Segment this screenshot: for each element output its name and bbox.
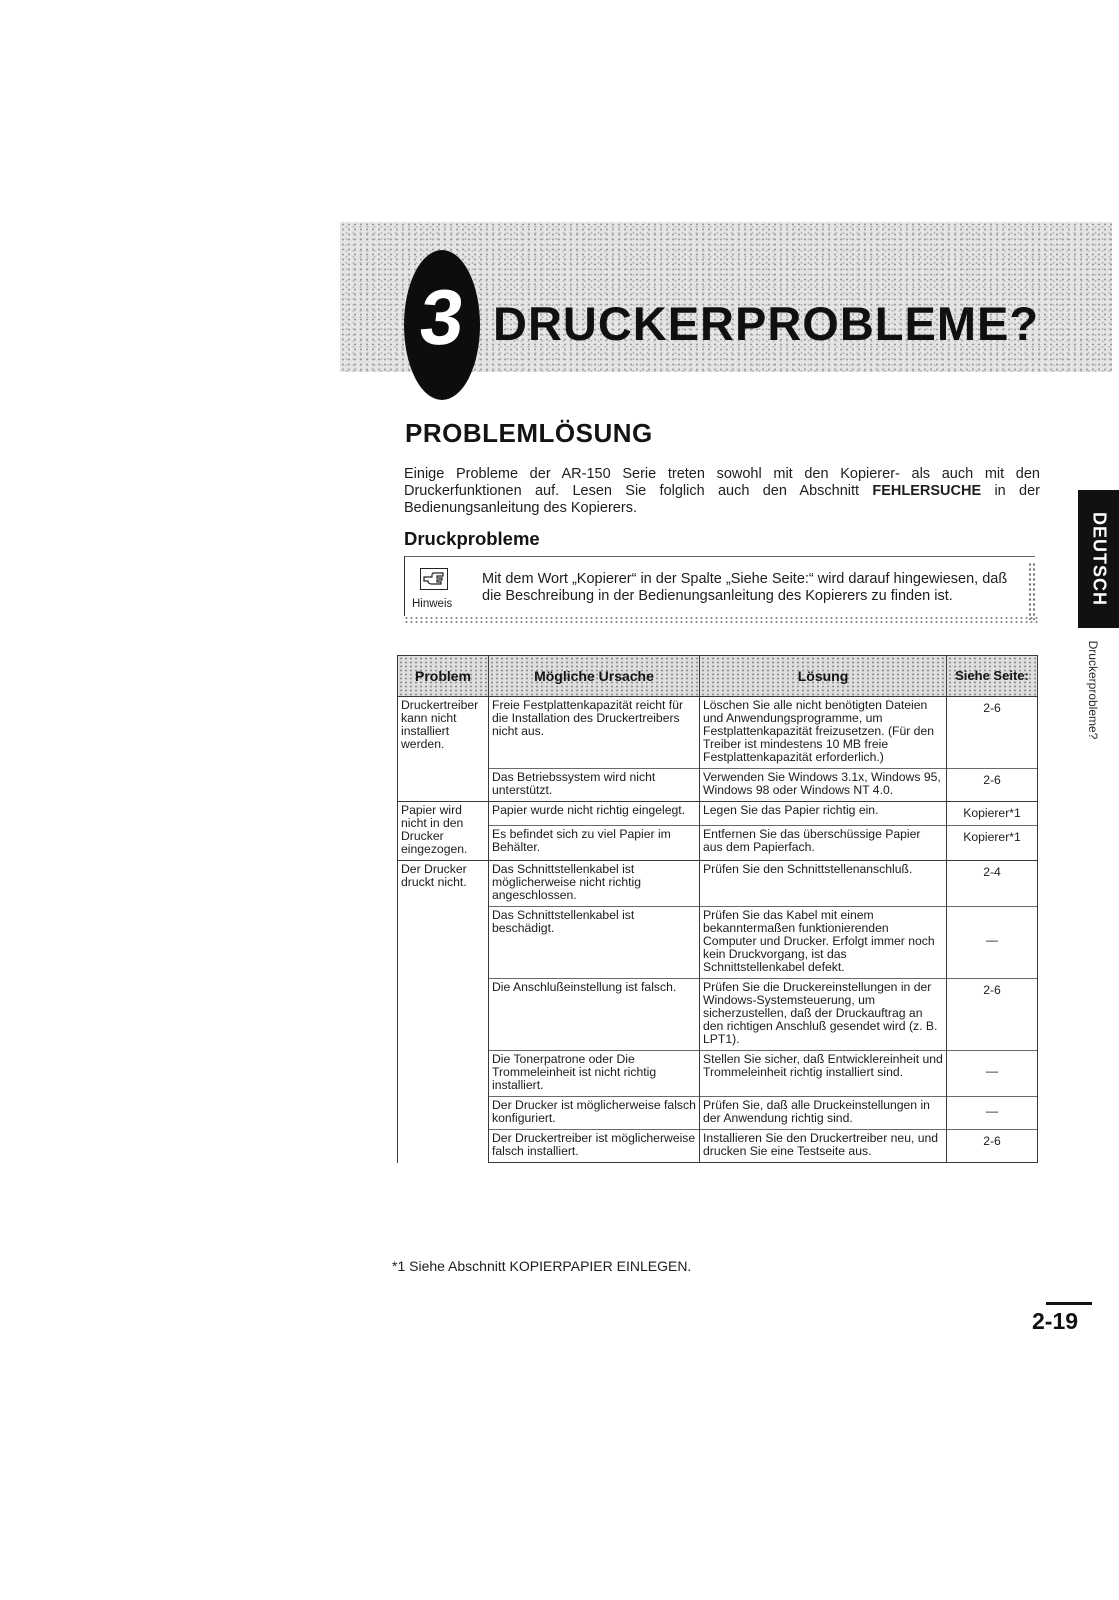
chapter-title: DRUCKERPROBLEME? [493,297,1040,350]
cause-cell: Das Schnittstellenkabel ist beschädigt. [489,907,700,979]
solution-cell: Prüfen Sie das Kabel mit einem bekanntermaßen funktionierenden Computer und Drucker. Erfolgt immer noch kein Druckvorgang, ist das Schnittstellenkabel defekt. [700,907,947,979]
solution-cell: Entfernen Sie das überschüssige Papier aus dem Papierfach. [700,826,947,861]
page-number: 2-19 [1032,1308,1079,1334]
cause-cell: Das Schnittstellenkabel ist möglicherweise nicht richtig angeschlossen. [489,861,700,907]
solution-cell: Prüfen Sie den Schnittstellenanschluß. [700,861,947,907]
section-subheading: Druckprobleme [404,528,540,549]
cause-cell: Die Tonerpatrone oder Die Trommeleinheit ist nicht richtig installiert. [489,1051,700,1097]
cause-cell: Der Druckertreiber ist möglicherweise falsch installiert. [489,1130,700,1163]
solution-cell: Prüfen Sie, daß alle Druckeinstellungen in der Anwendung richtig sind. [700,1097,947,1130]
table-header-row [398,656,1038,697]
hint-hand-icon [420,568,448,590]
problem-cell: Papier wird nicht in den Drucker eingezogen. [398,802,489,861]
page-title: PROBLEMLÖSUNG [405,418,653,448]
page-cell: — [947,907,1038,979]
intro-bold-term: FEHLERSUCHE [872,483,982,499]
header-cause: Mögliche Ursache [489,656,700,697]
solution-cell: Prüfen Sie die Druckereinstellungen in der Windows-Systemsteuerung, um sicherzustellen, daß der Druckauftrag an den richtigen Anschluß gesendet wird (z. B. LPT1). [700,979,947,1051]
footnote: *1 Siehe Abschnitt KOPIERPAPIER EINLEGEN. [392,1258,692,1274]
page-cell: — [947,1097,1038,1130]
header-page: Siehe Seite: [947,656,1038,697]
language-tab-label: DEUTSCH [1089,511,1110,607]
table-body [398,697,1038,1163]
note-shadow-right [1028,562,1036,620]
note-text: Mit dem Wort „Kopierer“ in der Spalte „Siehe Seite:“ wird darauf hingewiesen, daß die Beschreibung in der Bedienungsanleitung des Kopierers zu finden ist. [482,571,1008,604]
table-row [398,802,1038,826]
intro-paragraph [404,466,1040,517]
page-cell: 2-6 [947,1130,1038,1163]
hint-label: Hinweis [412,598,453,610]
page-cell: 2-4 [947,861,1038,907]
table-row [398,826,1038,861]
page-cell: Kopierer*1 [947,802,1038,826]
header-solution: Lösung [700,656,947,697]
cause-cell: Freie Festplattenkapazität reicht für die Installation des Druckertreibers nicht aus. [489,697,700,769]
table-row [398,697,1038,769]
table-row [398,1130,1038,1163]
problem-cell: Druckertreiber kann nicht installiert werden. [398,697,489,802]
intro-text-before: Einige Probleme der AR-150 Serie treten sowohl mit den Kopierer- als auch mit den Druckerfunktionen auf. Lesen Sie folglich auch den Abschnitt [404,466,1040,499]
page-cell: 2-6 [947,769,1038,802]
table-row [398,861,1038,907]
cause-cell: Der Drucker ist möglicherweise falsch konfiguriert. [489,1097,700,1130]
page-cell: 2-6 [947,697,1038,769]
page-cell: — [947,1051,1038,1097]
solution-cell: Stellen Sie sicher, daß Entwicklereinheit und Trommeleinheit richtig installiert sind. [700,1051,947,1097]
solution-cell: Installieren Sie den Druckertreiber neu, und drucken Sie eine Testseite aus. [700,1130,947,1163]
table-row [398,979,1038,1051]
solution-cell: Verwenden Sie Windows 3.1x, Windows 95, Windows 98 oder Windows NT 4.0. [700,769,947,802]
note-shadow-bottom [404,616,1038,624]
troubleshooting-table [397,655,1038,1163]
intro-text-after: in der Bedienungsanleitung des Kopierers. [404,483,1040,516]
chapter-number: 3 [415,273,469,361]
problem-cell: Der Drucker druckt nicht. [398,861,489,1163]
table-row [398,907,1038,979]
cause-cell: Es befindet sich zu viel Papier im Behälter. [489,826,700,861]
table-row [398,1051,1038,1097]
page-cell: Kopierer*1 [947,826,1038,861]
page-number-rule [1046,1302,1092,1305]
table-row [398,1097,1038,1130]
page-cell: 2-6 [947,979,1038,1051]
cause-cell: Das Betriebssystem wird nicht unterstützt. [489,769,700,802]
table-row [398,769,1038,802]
solution-cell: Legen Sie das Papier richtig ein. [700,802,947,826]
solution-cell: Löschen Sie alle nicht benötigten Dateien und Anwendungsprogramme, um Festplattenkapazität freizusetzen. (Für den Treiber ist mindestens 10 MB freie Festplattenkapazität erforderlich.) [700,697,947,769]
cause-cell: Papier wurde nicht richtig eingelegt. [489,802,700,826]
cause-cell: Die Anschlußeinstellung ist falsch. [489,979,700,1051]
header-problem: Problem [398,656,489,697]
side-section-label: Druckerprobleme? [1086,640,1100,740]
